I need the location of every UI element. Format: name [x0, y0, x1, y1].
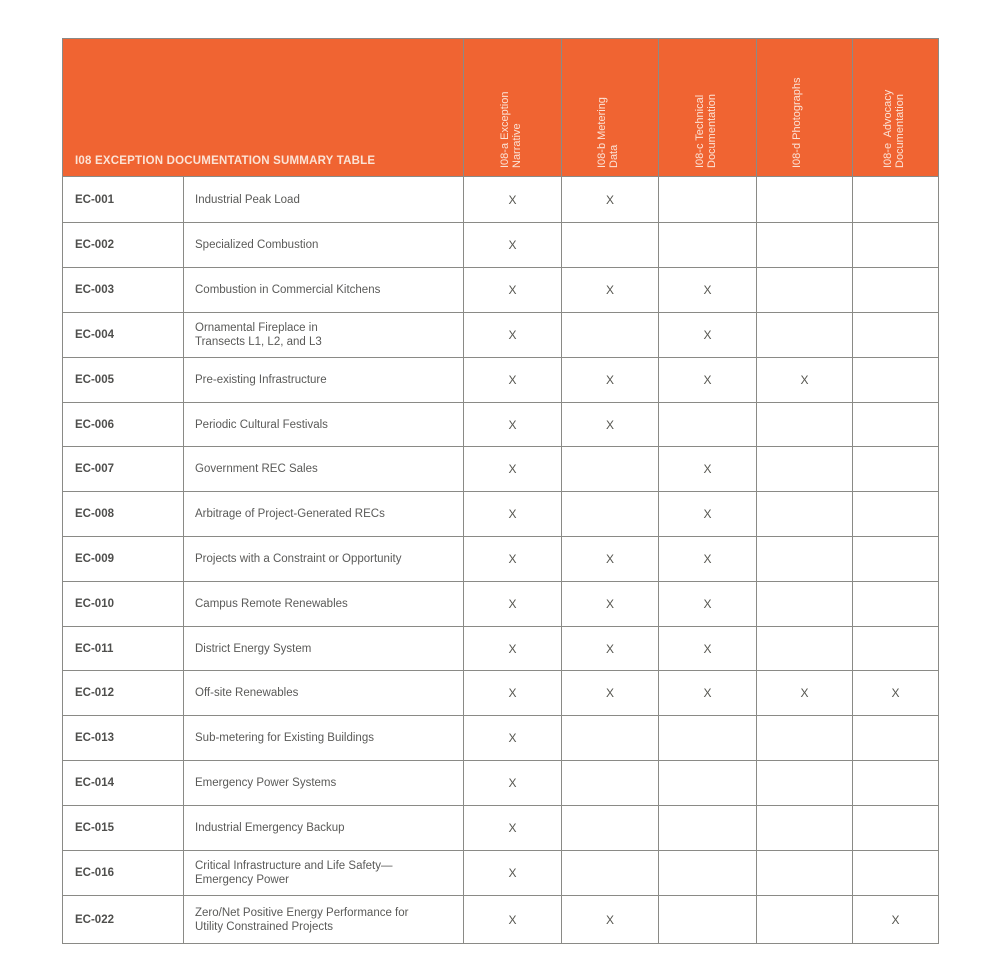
check-mark-cell: X [464, 268, 562, 313]
summary-table [62, 38, 939, 944]
check-mark-cell [659, 761, 757, 806]
check-mark-cell: X [464, 582, 562, 627]
exception-code: EC-012 [63, 671, 184, 716]
check-mark-cell [853, 403, 939, 447]
exception-name: Off-site Renewables [184, 671, 464, 716]
check-mark-cell [659, 851, 757, 896]
check-mark-cell [757, 806, 853, 851]
exception-name: Critical Infrastructure and Life Safety— Emergency Power [184, 851, 464, 896]
check-mark-cell [853, 851, 939, 896]
column-header [757, 39, 853, 177]
check-mark-cell: X [464, 313, 562, 358]
table-row [63, 671, 939, 716]
exception-name: Ornamental Fireplace in Transects L1, L2, and L3 [184, 313, 464, 358]
exception-name: District Energy System [184, 627, 464, 671]
exception-name: Emergency Power Systems [184, 761, 464, 806]
check-mark-cell [562, 223, 659, 268]
check-mark-cell: X [659, 492, 757, 537]
check-mark-cell: X [757, 671, 853, 716]
exception-code: EC-013 [63, 716, 184, 761]
check-mark-cell [562, 716, 659, 761]
column-header-label: I08-a Exception Narrative [498, 91, 523, 168]
check-mark-cell [659, 716, 757, 761]
check-mark-cell: X [853, 671, 939, 716]
check-mark-cell [853, 268, 939, 313]
column-header [464, 39, 562, 177]
check-mark-cell [757, 492, 853, 537]
check-mark-cell: X [659, 313, 757, 358]
table-title: I08 EXCEPTION DOCUMENTATION SUMMARY TABLE [63, 39, 464, 177]
check-mark-cell [853, 177, 939, 223]
check-mark-cell: X [562, 268, 659, 313]
exception-code: EC-002 [63, 223, 184, 268]
check-mark-cell [853, 806, 939, 851]
exception-name: Zero/Net Positive Energy Performance for Utility Constrained Projects [184, 896, 464, 944]
check-mark-cell: X [464, 761, 562, 806]
exception-code: EC-010 [63, 582, 184, 627]
column-header [562, 39, 659, 177]
check-mark-cell [757, 268, 853, 313]
table-row [63, 806, 939, 851]
check-mark-cell [562, 492, 659, 537]
check-mark-cell [853, 358, 939, 403]
table-row [63, 627, 939, 671]
check-mark-cell [659, 403, 757, 447]
check-mark-cell [757, 716, 853, 761]
table-row [63, 761, 939, 806]
column-header [659, 39, 757, 177]
check-mark-cell [562, 313, 659, 358]
check-mark-cell: X [562, 627, 659, 671]
column-header-label: I08-e Advocacy Documentation [881, 89, 906, 168]
exception-code: EC-009 [63, 537, 184, 582]
exception-code: EC-011 [63, 627, 184, 671]
exception-name: Pre-existing Infrastructure [184, 358, 464, 403]
header-row [63, 39, 939, 177]
check-mark-cell [659, 806, 757, 851]
check-mark-cell: X [659, 268, 757, 313]
column-header [853, 39, 939, 177]
check-mark-cell [757, 537, 853, 582]
check-mark-cell: X [562, 177, 659, 223]
exception-code: EC-014 [63, 761, 184, 806]
check-mark-cell [659, 223, 757, 268]
check-mark-cell [562, 851, 659, 896]
check-mark-cell: X [562, 537, 659, 582]
exception-code: EC-001 [63, 177, 184, 223]
check-mark-cell [853, 761, 939, 806]
exception-code: EC-003 [63, 268, 184, 313]
check-mark-cell: X [464, 716, 562, 761]
exception-name: Combustion in Commercial Kitchens [184, 268, 464, 313]
check-mark-cell [757, 223, 853, 268]
exception-name: Industrial Peak Load [184, 177, 464, 223]
check-mark-cell: X [464, 358, 562, 403]
check-mark-cell [757, 761, 853, 806]
exception-code: EC-015 [63, 806, 184, 851]
exception-name: Projects with a Constraint or Opportunity [184, 537, 464, 582]
check-mark-cell: X [562, 582, 659, 627]
check-mark-cell [853, 716, 939, 761]
check-mark-cell: X [562, 896, 659, 944]
check-mark-cell: X [464, 851, 562, 896]
exception-name: Specialized Combustion [184, 223, 464, 268]
check-mark-cell: X [464, 627, 562, 671]
exception-name: Periodic Cultural Festivals [184, 403, 464, 447]
column-header-label: I08-c Technical Documentation [693, 94, 718, 168]
table-row [63, 313, 939, 358]
check-mark-cell [853, 537, 939, 582]
check-mark-cell: X [464, 447, 562, 492]
exception-name: Sub-metering for Existing Buildings [184, 716, 464, 761]
table-row [63, 851, 939, 896]
check-mark-cell [757, 177, 853, 223]
check-mark-cell [659, 177, 757, 223]
check-mark-cell: X [659, 627, 757, 671]
check-mark-cell: X [659, 537, 757, 582]
column-header-label: I08-d Photographs [790, 77, 803, 168]
check-mark-cell [853, 492, 939, 537]
check-mark-cell: X [562, 358, 659, 403]
exception-code: EC-007 [63, 447, 184, 492]
check-mark-cell: X [562, 671, 659, 716]
check-mark-cell: X [562, 403, 659, 447]
check-mark-cell: X [464, 537, 562, 582]
table-row [63, 403, 939, 447]
check-mark-cell [757, 582, 853, 627]
check-mark-cell: X [464, 177, 562, 223]
table-row [63, 177, 939, 223]
check-mark-cell [562, 761, 659, 806]
check-mark-cell: X [464, 806, 562, 851]
table-row [63, 358, 939, 403]
check-mark-cell [562, 447, 659, 492]
check-mark-cell [853, 313, 939, 358]
check-mark-cell [757, 627, 853, 671]
exception-code: EC-004 [63, 313, 184, 358]
check-mark-cell [757, 851, 853, 896]
exception-code: EC-005 [63, 358, 184, 403]
table-row [63, 492, 939, 537]
exception-name: Industrial Emergency Backup [184, 806, 464, 851]
check-mark-cell [853, 582, 939, 627]
check-mark-cell [757, 896, 853, 944]
column-header-label: I08-b Metering Data [596, 97, 620, 168]
table-row [63, 716, 939, 761]
check-mark-cell: X [464, 896, 562, 944]
exception-code: EC-008 [63, 492, 184, 537]
table-row [63, 537, 939, 582]
table-row [63, 447, 939, 492]
check-mark-cell [757, 447, 853, 492]
exception-code: EC-022 [63, 896, 184, 944]
exception-name: Government REC Sales [184, 447, 464, 492]
check-mark-cell: X [659, 671, 757, 716]
table-body [63, 177, 939, 944]
exception-code: EC-006 [63, 403, 184, 447]
exception-name: Arbitrage of Project-Generated RECs [184, 492, 464, 537]
check-mark-cell: X [464, 403, 562, 447]
check-mark-cell [757, 403, 853, 447]
check-mark-cell: X [659, 447, 757, 492]
table-row [63, 268, 939, 313]
check-mark-cell [757, 313, 853, 358]
exception-code: EC-016 [63, 851, 184, 896]
check-mark-cell: X [853, 896, 939, 944]
check-mark-cell [853, 627, 939, 671]
exception-name: Campus Remote Renewables [184, 582, 464, 627]
check-mark-cell: X [464, 492, 562, 537]
table-row [63, 223, 939, 268]
check-mark-cell [853, 223, 939, 268]
check-mark-cell: X [464, 223, 562, 268]
check-mark-cell: X [757, 358, 853, 403]
check-mark-cell [853, 447, 939, 492]
check-mark-cell: X [659, 582, 757, 627]
check-mark-cell [659, 896, 757, 944]
table-row [63, 582, 939, 627]
table-row [63, 896, 939, 944]
check-mark-cell: X [659, 358, 757, 403]
check-mark-cell: X [464, 671, 562, 716]
check-mark-cell [562, 806, 659, 851]
